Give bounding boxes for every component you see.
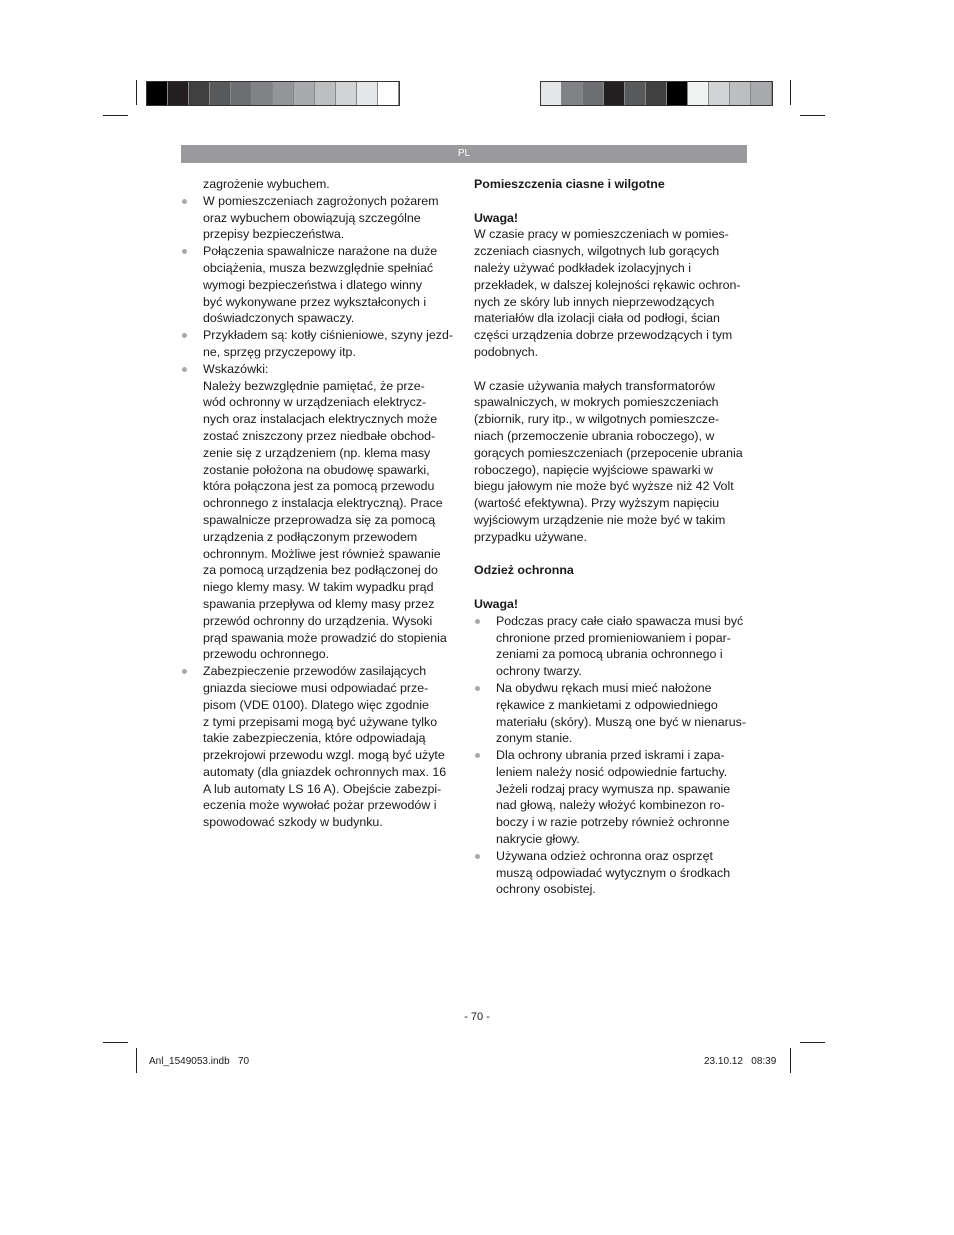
crop-mark: [103, 115, 128, 116]
text-line: (wartość efektywna). Przy wyższym napięciu: [474, 496, 720, 511]
bullet-list-item: [474, 848, 749, 898]
text-line: (zbiornik, rury itp., w wilgotnych pomieszcze-: [474, 412, 720, 427]
text-line: wyjściowym urządzenie nie może być w takim: [474, 512, 726, 527]
color-swatch: [168, 82, 189, 105]
text-line: być wykonywane przez wykształconych i: [203, 294, 427, 309]
text-line: spawania przepływa od klemy masy przez: [203, 596, 435, 611]
crop-mark: [790, 1048, 791, 1073]
text-line: podobnych.: [474, 344, 539, 359]
text-line: ochronnym. Możliwe jest również spawanie: [203, 546, 441, 561]
color-swatch: [357, 82, 378, 105]
color-swatch: [252, 82, 273, 105]
footer-timestamp: 23.10.12 08:39: [704, 1056, 777, 1067]
color-swatch: [730, 82, 751, 105]
text-line: Podczas pracy całe ciało spawacza musi być: [496, 613, 744, 628]
text-line: materiałów dla izolacji ciała od podłogi, ścian: [474, 311, 720, 326]
text-line: oraz wybuchem obowiązują szczególne: [203, 210, 421, 225]
bullet-list-item: [474, 747, 749, 848]
text-line: wymogi bezpieczeństwa i dlatego winny: [203, 277, 423, 292]
color-swatch: [231, 82, 252, 105]
text-line: urządzenia z podłączonym przewodem: [203, 529, 418, 544]
color-swatch: [541, 82, 562, 105]
text-line: części urządzenia dobrze przewodzących i tym: [474, 328, 733, 343]
text-line: biegu jałowym nie może być wyższe niż 42 Volt: [474, 479, 734, 494]
section-heading: Pomieszczenia ciasne i wilgotne: [474, 177, 665, 191]
text-line: pisom (VDE 0100). Dlatego więc zgodnie: [203, 697, 429, 712]
page-number: - 70 -: [464, 1011, 490, 1023]
crop-mark: [103, 1042, 128, 1043]
text-line: przekrojowi przewodu wzgl. mogą być użyte: [203, 748, 445, 763]
text-line: A lub automaty LS 16 A). Obejście zabezpi-: [203, 781, 442, 796]
bullet-list-item: [181, 193, 456, 243]
text-line: spowodować szkody w budynku.: [203, 815, 383, 830]
text-line: przewód ochronny do urządzenia. Wysoki: [203, 613, 433, 628]
bullet-icon: [475, 686, 480, 691]
color-swatch: [294, 82, 315, 105]
bullet-icon: [475, 753, 480, 758]
text-line: nych ze skóry lub innych nieprzewodzących: [474, 294, 715, 309]
spacer: [474, 193, 749, 210]
text-line: spawalnicze przeprowadza się za pomocą: [203, 512, 436, 527]
text-line: materiału (skóry). Muszą one być w nienarus-: [496, 714, 746, 729]
color-swatch: [667, 82, 688, 105]
bullet-icon: [182, 199, 187, 204]
text-line: muszą odpowiadać wytycznym o środkach: [496, 865, 731, 880]
text-line: przekładek, w dalszej kolejności rękawic ochron-: [474, 277, 741, 292]
color-swatch: [646, 82, 667, 105]
color-calibration-bar-right: [540, 81, 773, 106]
text-line: leniem należy nosić odpowiednie fartuchy.: [496, 764, 728, 779]
text-line: należy używać podkładek izolacyjnych i: [474, 260, 691, 275]
text-line: przepisy bezpieczeństwa.: [203, 227, 345, 242]
text-line: zenie się z urządzeniem (np. klema masy: [203, 445, 431, 460]
bullet-icon: [475, 854, 480, 859]
text-line: eczenia może wywołać pożar przewodów i: [203, 798, 437, 813]
text-line: wód ochronny w urządzeniach elektrycz-: [203, 395, 427, 410]
text-line: zagrożenie wybuchem.: [203, 177, 330, 191]
text-line: zonym stanie.: [496, 731, 573, 746]
color-swatch: [336, 82, 357, 105]
bullet-icon: [182, 333, 187, 338]
text-line: doświadczonych spawaczy.: [203, 311, 355, 326]
bullet-icon: [182, 249, 187, 254]
color-swatch: [625, 82, 646, 105]
text-line: takie zabezpieczenia, które odpowiadają: [203, 731, 426, 746]
color-swatch: [189, 82, 210, 105]
color-calibration-bar-left: [146, 81, 400, 106]
crop-mark: [800, 115, 825, 116]
text-line: Na obydwu rękach musi mieć nałożone: [496, 680, 712, 695]
text-line: przypadku używane.: [474, 529, 587, 544]
spacer: [474, 546, 749, 563]
color-swatch: [751, 82, 772, 105]
text-line: niego klemy masy. W takim wypadku prąd: [203, 580, 434, 595]
right-text-column: [474, 176, 749, 898]
text-line: z tymi przepisami mogą być używane tylko: [203, 714, 438, 729]
text-line: Połączenia spawalnicze narażone na duże: [203, 244, 438, 259]
text-line: spawalniczych, w mokrych pomieszczeniach: [474, 395, 719, 410]
warning-label: Uwaga!: [474, 596, 519, 611]
continuation-text: [181, 176, 456, 193]
text-line: zostać zniszczony przez niedbałe obchod-: [203, 428, 436, 443]
bullet-icon: [475, 619, 480, 624]
bullet-list-item: [181, 361, 456, 663]
text-line: Wskazówki:: [203, 361, 269, 376]
text-line: przewodu ochronnego.: [203, 647, 330, 662]
text-line: Jeżeli rodzaj pracy wymusza np. spawanie: [496, 781, 731, 796]
text-line: obciążenia, musza bezwzględnie spełniać: [203, 260, 434, 275]
text-line: niach (przemoczenie ubrania roboczego), w: [474, 428, 715, 443]
footer-file-info: Anl_1549053.indb 70: [149, 1056, 250, 1067]
text-line: nych oraz instalacjach elektrycznych może: [203, 412, 438, 427]
text-line: gniazda sieciowe musi odpowiadać prze-: [203, 680, 429, 695]
crop-mark: [800, 1042, 825, 1043]
bullet-list-item: [181, 327, 456, 361]
spacer: [474, 579, 749, 596]
bullet-icon: [182, 669, 187, 674]
text-line: zczeniach ciasnych, wilgotnych lub gorących: [474, 244, 720, 259]
text-line: która połączona jest za pomocą przewodu: [203, 479, 435, 494]
text-line: W pomieszczeniach zagrożonych pożarem: [203, 193, 439, 208]
text-line: Przykładem są: kotły ciśnieniowe, szyny jezd-: [203, 328, 453, 343]
text-line: nad głową, należy włożyć kombinezon ro-: [496, 798, 725, 813]
spacer: [474, 361, 749, 378]
color-swatch: [604, 82, 625, 105]
text-line: Należy bezwzględnie pamiętać, że prze-: [203, 378, 425, 393]
crop-mark: [136, 80, 137, 105]
text-line: W czasie pracy w pomieszczeniach w pomies-: [474, 227, 729, 242]
color-swatch: [562, 82, 583, 105]
bullet-list-item: [181, 243, 456, 327]
text-line: boczy i w razie potrzeby również ochronne: [496, 815, 730, 830]
text-line: ochrony osobistej.: [496, 882, 596, 897]
text-line: zeniami za pomocą ubrania ochronnego i: [496, 647, 723, 662]
text-line: automaty (dla gniazdek ochronnych max. 16: [203, 764, 447, 779]
bullet-icon: [182, 367, 187, 372]
color-swatch: [709, 82, 730, 105]
section-heading: Odzież ochronna: [474, 563, 574, 578]
text-line: Dla ochrony ubrania przed iskrami i zapa-: [496, 748, 725, 763]
text-line: Używana odzież ochronna oraz osprzęt: [496, 848, 713, 863]
color-swatch: [378, 82, 399, 105]
bullet-list-item: [474, 680, 749, 747]
text-line: nakrycie głowy.: [496, 832, 580, 847]
crop-mark: [136, 1048, 137, 1073]
color-swatch: [210, 82, 231, 105]
warning-label: Uwaga!: [474, 210, 519, 225]
text-line: chronione przed promieniowaniem i popar-: [496, 630, 731, 645]
bullet-list-item: [181, 663, 456, 831]
text-line: gorących pomieszczeniach (przepocenie ubrania: [474, 445, 743, 460]
paragraph: [474, 226, 749, 360]
color-swatch: [147, 82, 168, 105]
text-line: Zabezpieczenie przewodów zasilających: [203, 664, 427, 679]
text-line: ne, sprzęg przyczepowy itp.: [203, 344, 356, 359]
color-swatch: [273, 82, 294, 105]
text-line: W czasie używania małych transformatorów: [474, 378, 716, 393]
text-line: ochrony twarzy.: [496, 664, 582, 679]
left-text-column: [181, 176, 456, 831]
language-label: PL: [457, 148, 471, 159]
text-line: prąd spawania może prowadzić do stopienia: [203, 630, 447, 645]
text-line: ochronnego z instalacja elektryczną). Prace: [203, 496, 443, 511]
paragraph: [474, 378, 749, 546]
language-header-bar: [181, 145, 747, 163]
crop-mark: [790, 80, 791, 105]
color-swatch: [315, 82, 336, 105]
color-swatch: [583, 82, 604, 105]
text-line: rękawice z mankietami z odpowiedniego: [496, 697, 718, 712]
text-line: zostanie położona na obudowę spawarki,: [203, 462, 430, 477]
bullet-list-item: [474, 613, 749, 680]
text-line: roboczego), napięcie wyjściowe spawarki w: [474, 462, 713, 477]
text-line: za pomocą urządzenia bez podłączonej do: [203, 563, 438, 578]
color-swatch: [688, 82, 709, 105]
